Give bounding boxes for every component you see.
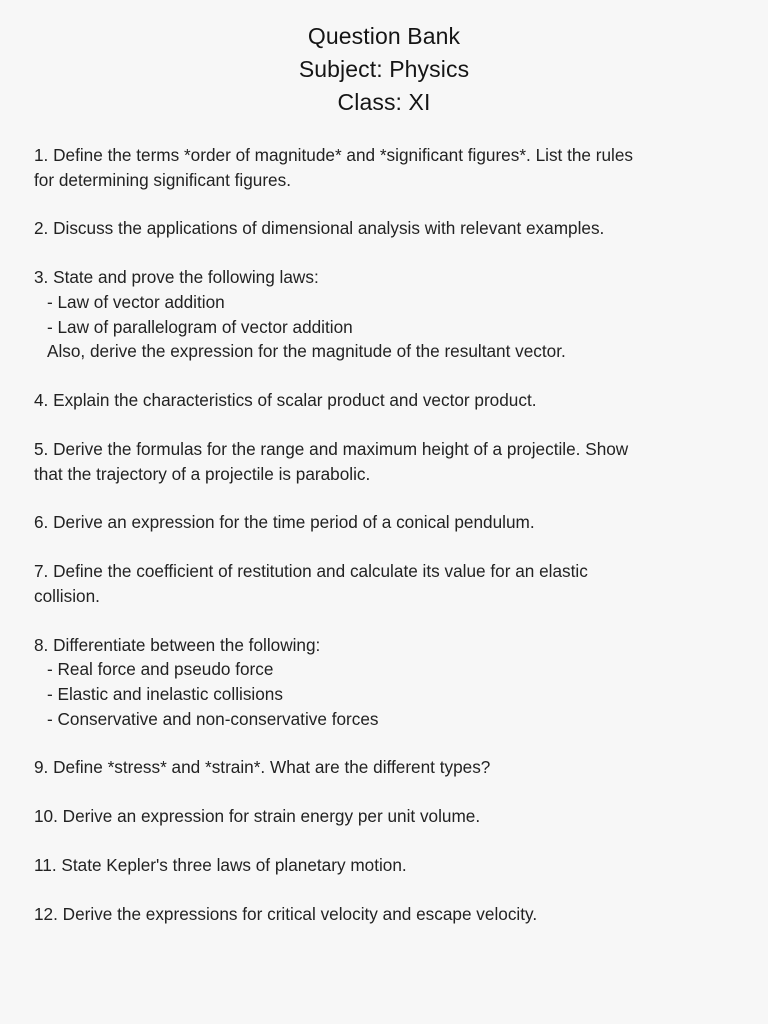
question-sub-item: - Law of parallelogram of vector addition [47, 316, 353, 337]
question-text-line: 2. Discuss the applications of dimensional analysis with relevant examples. [34, 218, 605, 239]
question-item [34, 804, 734, 829]
question-item [34, 388, 734, 413]
question-item [34, 755, 734, 780]
question-item [34, 559, 734, 608]
question-text-line: 10. Derive an expression for strain energy per unit volume. [34, 806, 481, 827]
question-text-line: 11. State Kepler's three laws of planetary motion. [34, 855, 407, 876]
class-heading: Class: XI [337, 89, 431, 115]
question-text-line: 9. Define *stress* and *strain*. What are the different types? [34, 757, 491, 778]
question-text-line: 5. Derive the formulas for the range and maximum height of a projectile. Show [34, 438, 629, 459]
document-title: Question Bank [307, 23, 461, 49]
question-item [34, 853, 734, 878]
question-sub-item: - Elastic and inelastic collisions [47, 683, 283, 704]
question-text-line: 4. Explain the characteristics of scalar product and vector product. [34, 390, 537, 411]
question-sub-item: Also, derive the expression for the magnitude of the resultant vector. [47, 341, 566, 362]
question-item [34, 143, 734, 192]
question-text-line: 8. Differentiate between the following: [34, 634, 321, 655]
question-sub-item: - Conservative and non-conservative forces [47, 708, 379, 729]
document-header [0, 20, 768, 119]
question-text-line: 3. State and prove the following laws: [34, 267, 319, 288]
question-text-line: 7. Define the coefficient of restitution and calculate its value for an elastic [34, 561, 588, 582]
question-item [34, 265, 734, 363]
question-item [34, 216, 734, 241]
question-sub-item: - Law of vector addition [47, 291, 225, 312]
question-text-line: collision. [34, 585, 100, 606]
question-item [34, 437, 734, 486]
question-text-line: for determining significant figures. [34, 169, 291, 190]
question-list [34, 143, 734, 951]
subject-heading: Subject: Physics [298, 56, 470, 82]
question-text-line: that the trajectory of a projectile is parabolic. [34, 463, 371, 484]
question-sub-item: - Real force and pseudo force [47, 659, 274, 680]
question-item [34, 902, 734, 927]
question-text-line: 6. Derive an expression for the time period of a conical pendulum. [34, 512, 535, 533]
question-text-line: 1. Define the terms *order of magnitude* and *significant figures*. List the rules [34, 145, 634, 165]
question-item [34, 633, 734, 731]
question-item [34, 510, 734, 535]
question-text-line: 12. Derive the expressions for critical velocity and escape velocity. [34, 904, 538, 925]
